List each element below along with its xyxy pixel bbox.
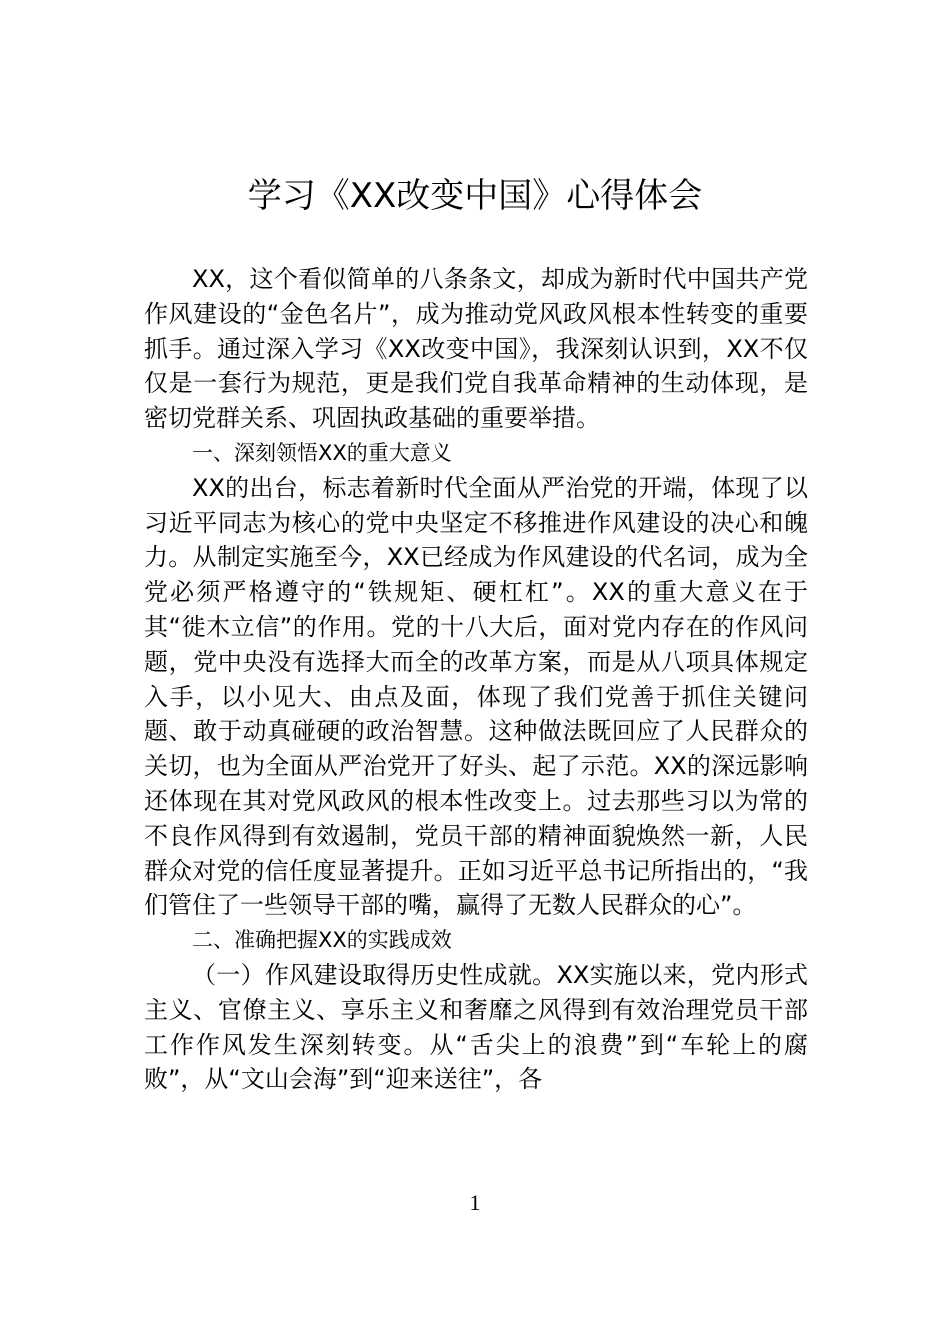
- section-1-paragraph: XX的出台，标志着新时代全面从严治党的开端，体现了以习近平同志为核心的党中央坚定不移推进作风建设的决心和魄力。从制定实施至今，XX已经成为作风建设的代名词，成为全党必须严格遵守的“铁规矩、硬杠杠”。XX的重大意义在于其“徙木立信”的作用。党的十八大后，面对党内存在的作风问题，党中央没有选择大而全的改革方案，而是从八项具体规定入手，以小见大、由点及面，体现了我们党善于抓住关键问题、敢于动真碰硬的政治智慧。这种做法既回应了人民群众的关切，也为全面从严治党开了好头、起了示范。XX的深远影响还体现在其对党风政风的根本性改变上。过去那些习以为常的不良作风得到有效遏制，党员干部的精神面貌焕然一新，人民群众对党的信任度显著提升。正如习近平总书记所指出的，“我们管住了一些领导干部的嘴，赢得了无数人民群众的心”。: [144, 473, 808, 920]
- document-title: 学习《XX改变中国》心得体会: [247, 176, 703, 216]
- page-number: 1: [469, 1190, 481, 1215]
- document-body: [144, 262, 808, 1097]
- section-1-heading: 一、深刻领悟XX的重大意义: [192, 440, 452, 465]
- intro-paragraph: XX，这个看似简单的八条条文，却成为新时代中国共产党作风建设的“金色名片”，成为推动党风政风根本性转变的重要抓手。通过深入学习《XX改变中国》，我深刻认识到，XX不仅仅是一套行为规范，更是我们党自我革命精神的生动体现，是密切党群关系、巩固执政基础的重要举措。: [144, 265, 808, 433]
- section-2-paragraph: （一）作风建设取得历史性成就。XX实施以来，党内形式主义、官僚主义、享乐主义和奢靡之风得到有效治理党员干部工作作风发生深刻转变。从“舌尖上的浪费”到“车轮上的腐败”，从“文山会海”到“迎来送往”，各: [144, 960, 808, 1094]
- section-2-heading: 二、准确把握XX的实践成效: [192, 928, 452, 953]
